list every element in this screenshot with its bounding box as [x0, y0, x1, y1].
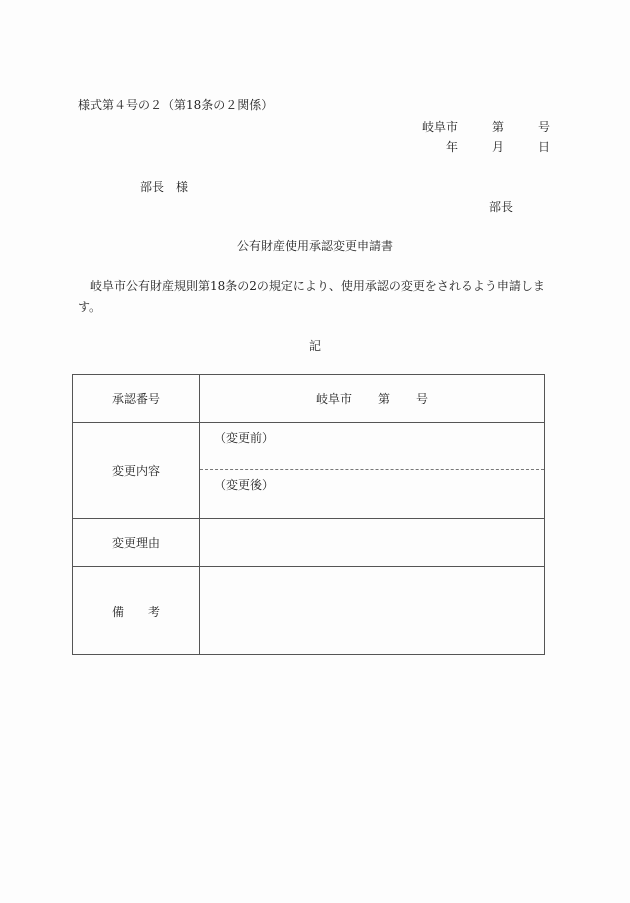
- before-change-label: （変更前）: [214, 431, 275, 445]
- approval-number-row: [73, 375, 545, 423]
- date-year: 年: [445, 140, 458, 154]
- after-change-label: （変更後）: [214, 478, 275, 492]
- date-line: [446, 138, 550, 155]
- remarks-row: [73, 567, 545, 655]
- sender: 部長: [488, 200, 513, 214]
- note-label: 記: [308, 339, 321, 353]
- detail-table: [72, 374, 545, 655]
- document-title: 公有財産使用承認変更申請書: [236, 239, 393, 253]
- reference-number: [422, 118, 550, 135]
- change-reason-value: [200, 519, 545, 567]
- approval-number-dai: 第: [377, 392, 390, 406]
- before-change-field: [200, 423, 544, 470]
- remarks-value: [200, 567, 545, 655]
- approval-number-go: 号: [416, 392, 429, 406]
- change-content-row: [73, 423, 545, 519]
- approval-number-city: 岐阜市: [315, 392, 352, 406]
- ref-city: 岐阜市: [421, 120, 458, 134]
- change-reason-label: 変更理由: [73, 519, 200, 567]
- change-reason-row: [73, 519, 545, 567]
- remarks-label: 備 考: [73, 567, 200, 655]
- after-change-field: [200, 470, 544, 516]
- form-number: 様式第４号の２（第18条の２関係）: [78, 98, 274, 112]
- approval-number-value: [200, 375, 545, 423]
- change-content-value: [200, 423, 545, 519]
- ref-go: 号: [537, 120, 550, 134]
- approval-number-label: 承認番号: [73, 375, 200, 423]
- recipient: 部長 様: [140, 180, 189, 194]
- ref-dai: 第: [491, 120, 504, 134]
- body-text: 岐阜市公有財産規則第18条の2の規定により、使用承認の変更をされるよう申請します。: [78, 279, 545, 314]
- date-month: 月: [491, 140, 504, 154]
- change-content-label: 変更内容: [73, 423, 200, 519]
- date-day: 日: [537, 140, 550, 154]
